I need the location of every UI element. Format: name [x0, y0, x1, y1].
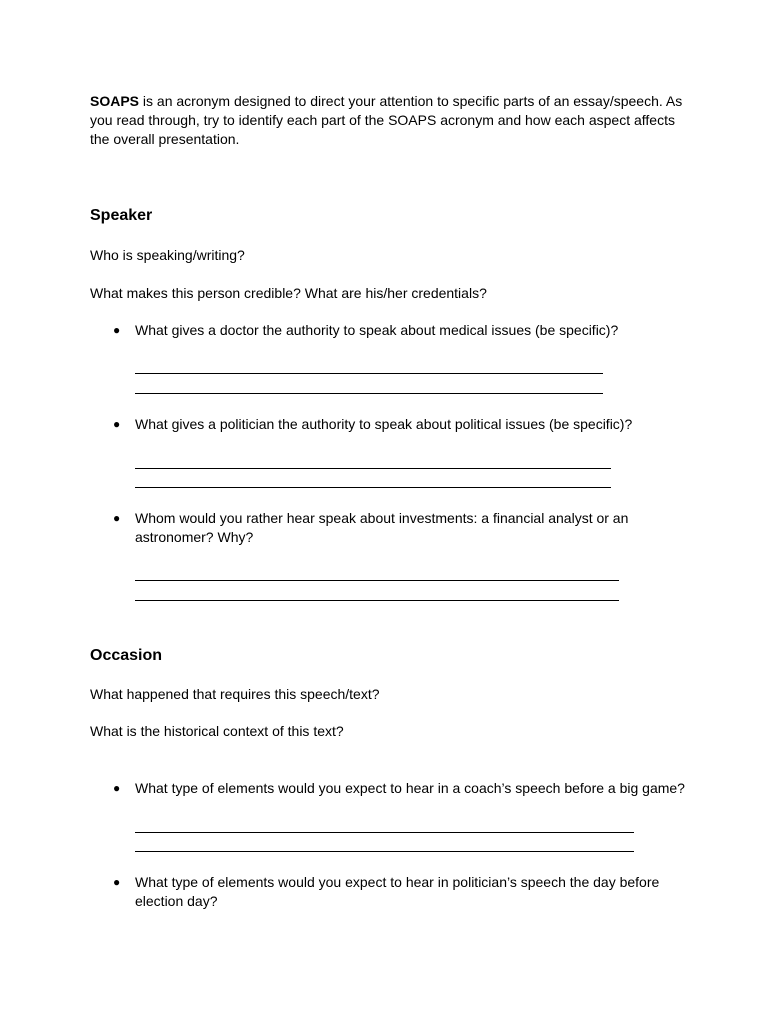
intro-line-1-rest: is an acronym designed to direct your attention to specific parts of an essay/speech. As [139, 93, 683, 109]
answer-line[interactable] [135, 600, 619, 601]
speaker-bullet-3-line-2: astronomer? Why? [135, 529, 254, 545]
intro-line-2: you read through, try to identify each part of the SOAPS acronym and how each aspect affects [90, 112, 675, 128]
intro-line-3: the overall presentation. [90, 131, 240, 147]
answer-line[interactable] [135, 487, 611, 488]
bullet-icon: ● [113, 417, 121, 431]
occasion-bullet-2-line-1: What type of elements would you expect to hear in politician’s speech the day before [135, 874, 660, 890]
intro-keyword: SOAPS [90, 93, 140, 109]
answer-line[interactable] [135, 373, 603, 374]
answer-line[interactable] [135, 468, 611, 469]
speaker-heading: Speaker [90, 207, 153, 224]
bullet-icon: ● [113, 875, 121, 889]
bullet-icon: ● [113, 323, 121, 337]
occasion-question-2: What is the historical context of this text? [90, 723, 344, 739]
speaker-question-1: Who is speaking/writing? [90, 247, 245, 263]
speaker-bullet-3-line-1: Whom would you rather hear speak about investments: a financial analyst or an [135, 510, 629, 526]
speaker-bullet-1-text: What gives a doctor the authority to speak about medical issues (be specific)? [135, 322, 619, 338]
occasion-heading: Occasion [90, 647, 163, 664]
speaker-question-2: What makes this person credible? What are his/her credentials? [90, 285, 487, 301]
bullet-icon: ● [113, 511, 121, 525]
answer-line[interactable] [135, 393, 603, 394]
occasion-bullet-2-line-2: election day? [135, 893, 218, 909]
answer-line[interactable] [135, 851, 634, 852]
bullet-icon: ● [113, 781, 121, 795]
intro-line-1 [90, 92, 682, 111]
answer-line[interactable] [135, 832, 634, 833]
occasion-question-1: What happened that requires this speech/text? [90, 686, 380, 702]
answer-line[interactable] [135, 580, 619, 581]
occasion-bullet-1-text: What type of elements would you expect to hear in a coach’s speech before a big game? [135, 780, 685, 796]
speaker-bullet-2-text: What gives a politician the authority to speak about political issues (be specific)? [135, 416, 633, 432]
